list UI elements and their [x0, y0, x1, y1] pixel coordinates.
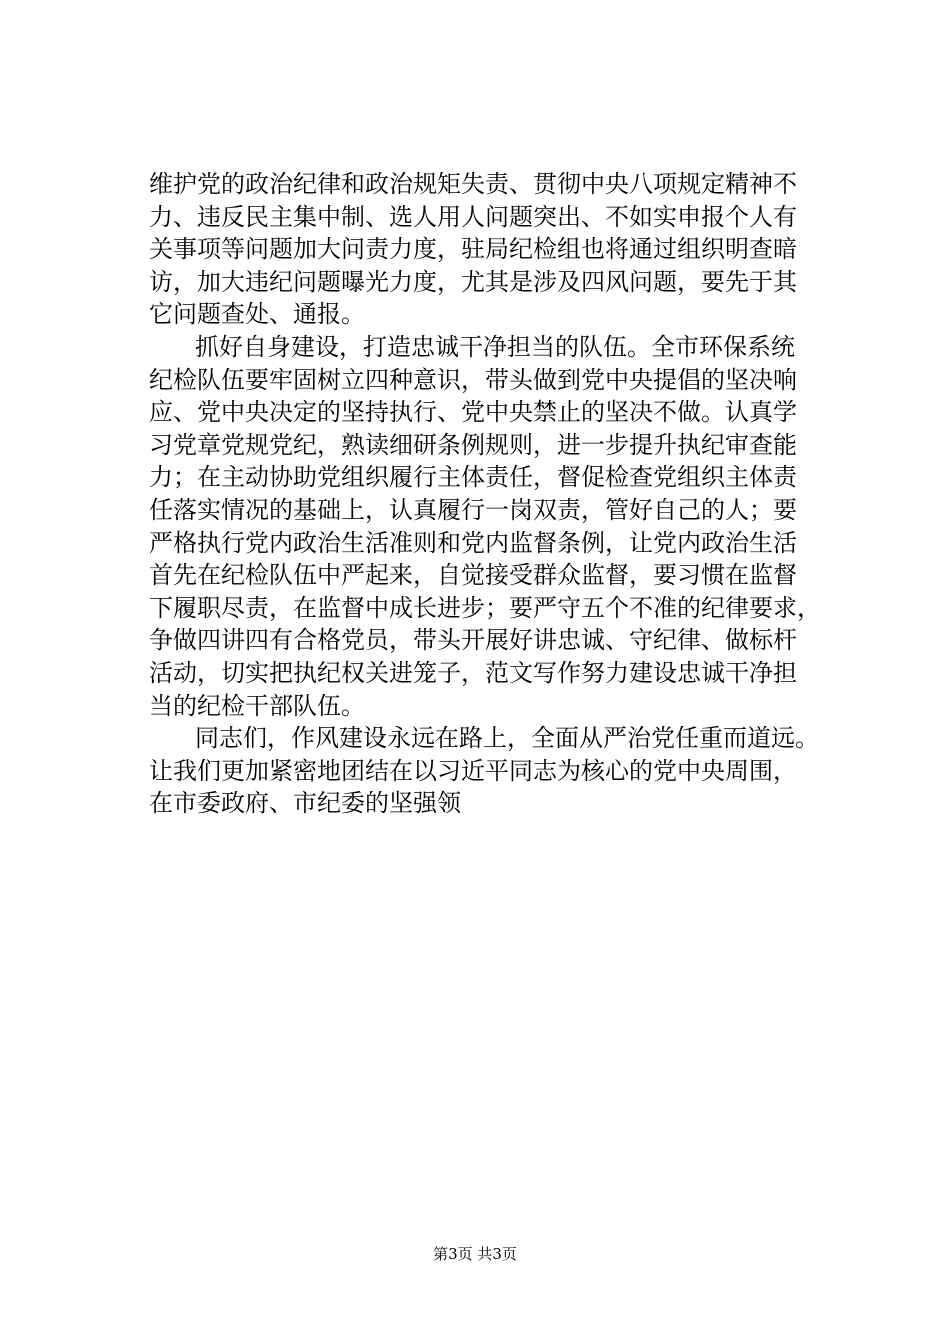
text-line: 抓好自身建设，打造忠诚干净担当的队伍。全市环保系统 [195, 332, 795, 361]
document-body [149, 168, 849, 820]
text-line: 当的纪检干部队伍。 [149, 691, 365, 720]
paragraph [149, 331, 849, 722]
text-line: 习党章党规党纪，熟读细研条例规则，进一步提升执纪审查能 [149, 430, 797, 459]
paragraph [149, 168, 849, 331]
text-line: 它问题查处、通报。 [149, 300, 365, 329]
paragraph [149, 722, 849, 820]
page-number: 第3页 共3页 [433, 1245, 517, 1263]
text-line: 首先在纪检队伍中严起来，自觉接受群众监督，要习惯在监督 [149, 561, 797, 590]
text-line: 同志们，作风建设永远在路上，全面从严治党任重而道远。 [195, 724, 819, 753]
text-line: 力；在主动协助党组织履行主体责任，督促检查党组织主体责 [149, 463, 797, 492]
page-footer [0, 1244, 950, 1264]
text-line: 争做四讲四有合格党员，带头开展好讲忠诚、守纪律、做标杆 [149, 626, 797, 655]
text-line: 严格执行党内政治生活准则和党内监督条例，让党内政治生活 [149, 528, 797, 557]
text-line: 力、违反民主集中制、选人用人问题突出、不如实申报个人有 [149, 202, 797, 231]
text-line: 在市委政府、市纪委的坚强领 [149, 789, 461, 818]
text-line: 活动，切实把执纪权关进笼子，范文写作努力建设忠诚干净担 [149, 658, 797, 687]
text-line: 访，加大违纪问题曝光力度，尤其是涉及四风问题，要先于其 [149, 267, 797, 296]
text-line: 纪检队伍要牢固树立四种意识，带头做到党中央提倡的坚决响 [149, 365, 797, 394]
text-line: 维护党的政治纪律和政治规矩失责、贯彻中央八项规定精神不 [149, 170, 797, 198]
text-line: 关事项等问题加大问责力度，驻局纪检组也将通过组织明查暗 [149, 235, 797, 264]
text-line: 任落实情况的基础上，认真履行一岗双责，管好自己的人；要 [149, 495, 797, 524]
text-line: 应、党中央决定的坚持执行、党中央禁止的坚决不做。认真学 [149, 398, 797, 427]
text-line: 让我们更加紧密地团结在以习近平同志为核心的党中央周围， [149, 756, 797, 785]
text-line: 下履职尽责，在监督中成长进步；要严守五个不准的纪律要求， [149, 593, 821, 622]
